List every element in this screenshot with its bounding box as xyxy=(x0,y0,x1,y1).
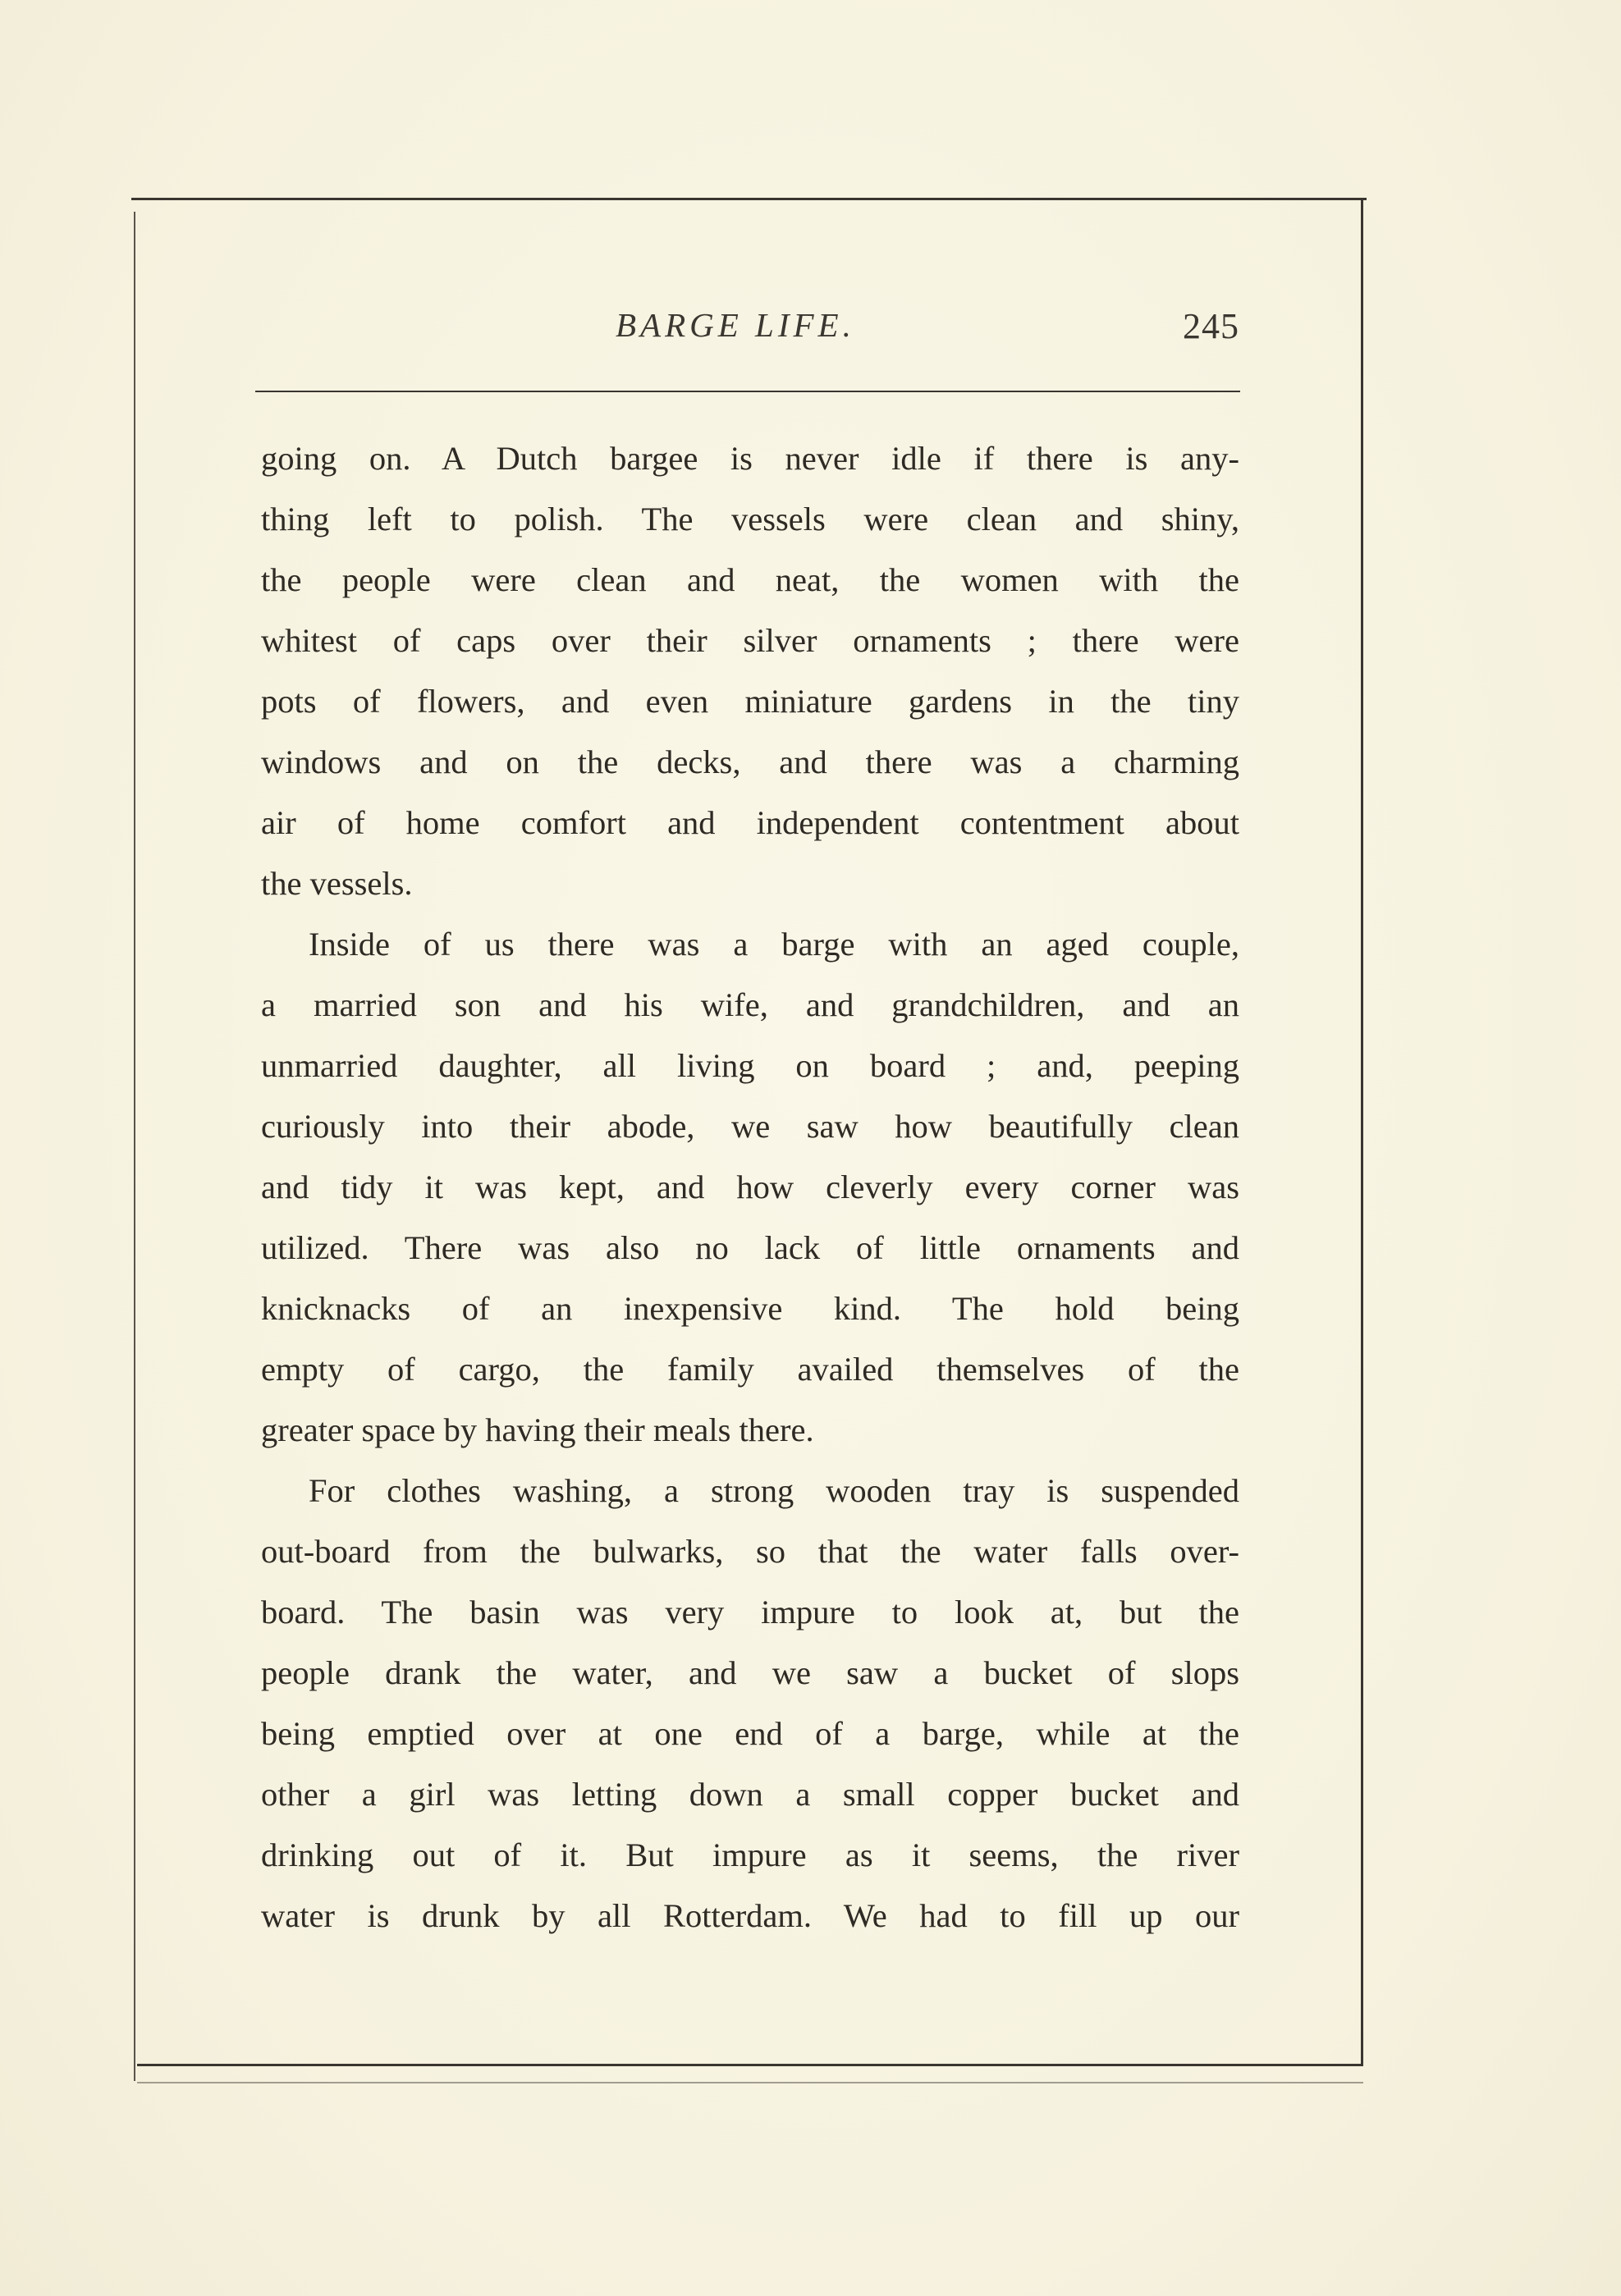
text-line: other a girl was letting down a small copper bucket and xyxy=(261,1776,1239,1813)
body-text xyxy=(261,428,1239,1946)
text-line: empty of cargo, the family availed themselves of the xyxy=(261,1351,1239,1388)
text-line: air of home comfort and independent contentment about xyxy=(261,804,1239,841)
text-line: Inside of us there was a barge with an aged couple, xyxy=(309,926,1239,963)
text-line: the vessels. xyxy=(261,865,413,902)
text-line: going on. A Dutch bargee is never idle if there is any- xyxy=(261,440,1239,477)
text-line: unmarried daughter, all living on board ; and, peeping xyxy=(261,1047,1239,1084)
text-line: drinking out of it. But impure as it seems, the river xyxy=(261,1836,1239,1873)
text-line: people drank the water, and we saw a bucket of slops xyxy=(261,1654,1239,1691)
text-line: For clothes washing, a strong wooden tray is suspended xyxy=(309,1472,1239,1509)
text-line: and tidy it was kept, and how cleverly every corner was xyxy=(261,1169,1239,1205)
text-line: the people were clean and neat, the women with the xyxy=(261,561,1239,598)
frame-right-line xyxy=(1361,199,1363,2066)
text-line: pots of flowers, and even miniature gardens in the tiny xyxy=(261,683,1239,720)
frame-top-line xyxy=(131,198,1367,200)
running-title: BARGE LIFE. xyxy=(616,306,855,344)
text-line: greater space by having their meals there. xyxy=(261,1411,814,1448)
frame-bottom-shadow-line xyxy=(137,2082,1363,2083)
text-line: whitest of caps over their silver ornaments ; there were xyxy=(261,622,1239,659)
text-line: knicknacks of an inexpensive kind. The hold being xyxy=(261,1290,1239,1327)
header-rule xyxy=(255,391,1240,392)
page-number: 245 xyxy=(1183,306,1239,346)
frame-bottom-line xyxy=(137,2064,1363,2066)
text-line: a married son and his wife, and grandchildren, and an xyxy=(261,986,1239,1023)
text-line: out-board from the bulwarks, so that the water falls over- xyxy=(261,1533,1239,1570)
text-line: water is drunk by all Rotterdam. We had to fill up our xyxy=(261,1897,1239,1934)
text-line: thing left to polish. The vessels were clean and shiny, xyxy=(261,501,1239,537)
frame-left-line xyxy=(134,212,135,2081)
running-head xyxy=(254,305,1239,363)
text-line: windows and on the decks, and there was a charming xyxy=(261,743,1239,780)
text-line: board. The basin was very impure to look at, but the xyxy=(261,1594,1239,1631)
text-line: curiously into their abode, we saw how beautifully clean xyxy=(261,1108,1239,1145)
text-line: utilized. There was also no lack of little ornaments and xyxy=(261,1229,1239,1266)
text-line: being emptied over at one end of a barge, while at the xyxy=(261,1715,1239,1752)
